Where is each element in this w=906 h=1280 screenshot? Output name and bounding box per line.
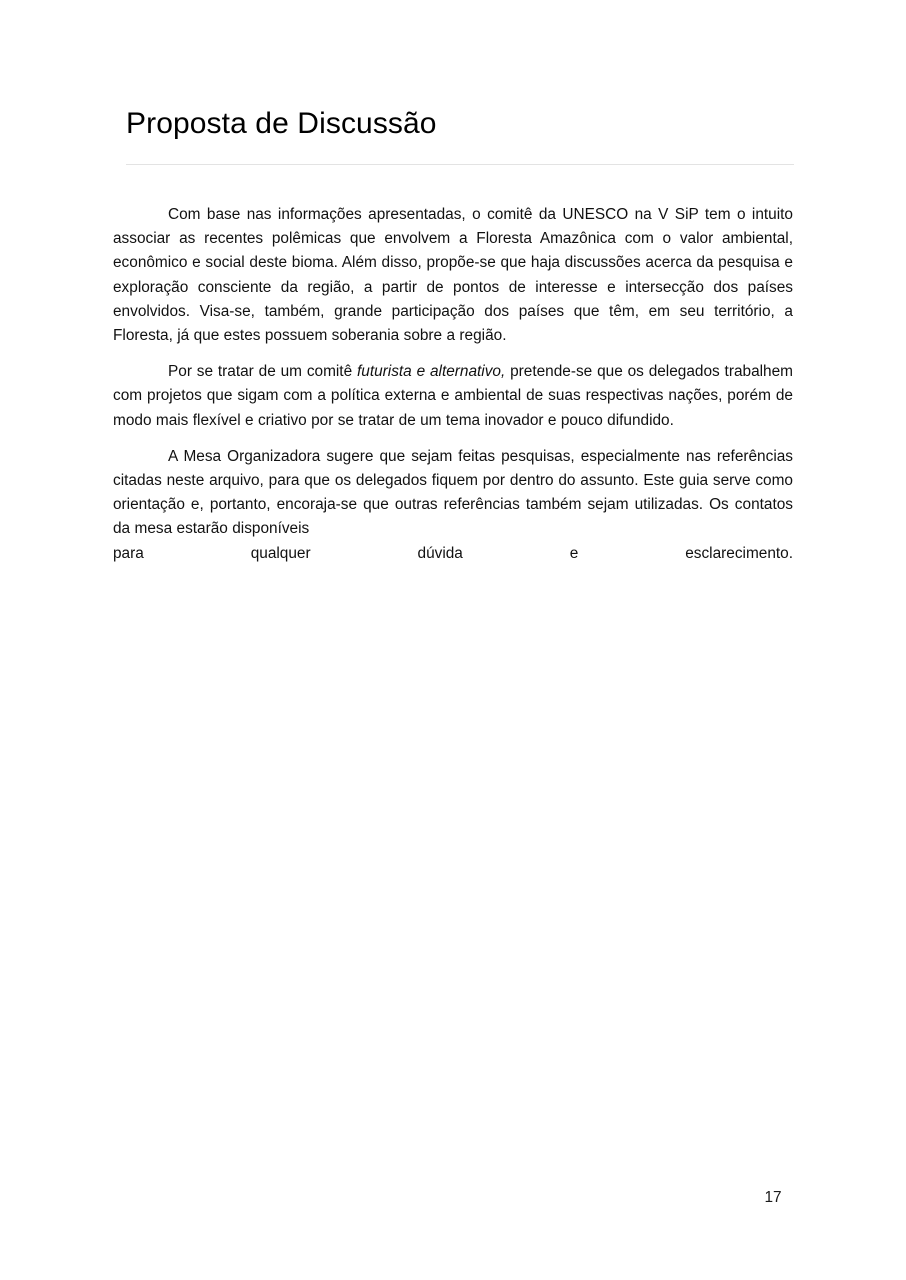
title-divider (126, 164, 794, 165)
page-number: 17 (764, 1189, 782, 1206)
paragraph-2-tail: pretende-se que os delegados trabalhem com projetos que sigam com a política externa e ambiental de suas respectivas nações, porém de modo mais flexível e criativo por se tratar de um tema inovador e pouco difundido. (113, 363, 793, 429)
paragraph-2-lead: Por se tratar de um comitê (168, 363, 357, 381)
title-block (126, 104, 794, 165)
paragraph-3 (113, 445, 793, 566)
paragraph-3-main: A Mesa Organizadora sugere que sejam feitas pesquisas, especialmente nas referências citadas neste arquivo, para que os delegados fiquem por dentro do assunto. Este guia serve como orientação e, portanto, encoraja-se que outras referências também sejam utilizadas. Os contatos da mesa estarão disponíveis (113, 447, 793, 538)
paragraph-1: Com base nas informações apresentadas, o comitê da UNESCO na V SiP tem o intuito associar as recentes polêmicas que envolvem a Floresta Amazônica com o valor ambiental, econômico e social deste bioma. Além disso, propõe-se que haja discussões acerca da pesquisa e exploração consciente da região, a partir de pontos de interesse e intersecção dos países envolvidos. Visa-se, também, grande participação dos países que têm, em seu território, a Floresta, já que estes possuem soberania sobre a região. (113, 206, 793, 345)
paragraph-2 (113, 360, 793, 433)
body-text-area (113, 203, 793, 566)
page-title: Proposta de Discussão (126, 107, 437, 140)
paragraph-2-emphasis: futurista e alternativo, (356, 363, 506, 381)
paragraph-3-last-line: para qualquer dúvida e esclarecimento. (113, 544, 793, 562)
